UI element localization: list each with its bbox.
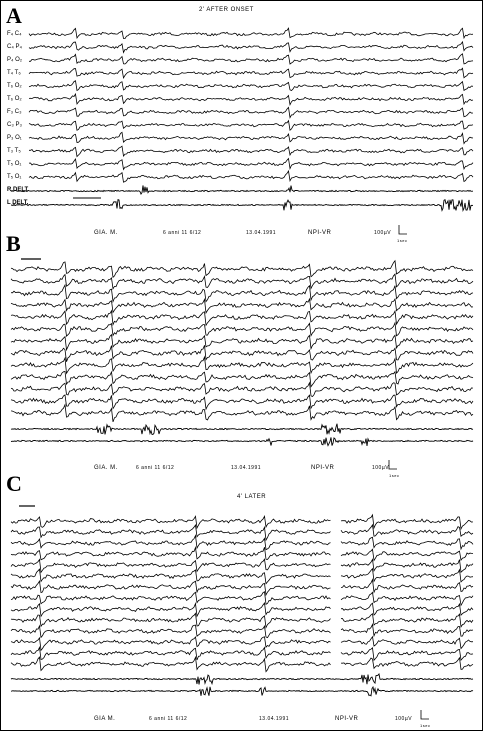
panel-c-eeg-trace — [11, 525, 331, 540]
panel-a-channel-label: C₃ P₃ — [7, 122, 22, 128]
panel-b-time-scale: 1sec — [389, 473, 400, 478]
panel-a-eeg-trace — [29, 171, 473, 182]
panel-a-emg-label: L DELT. — [7, 200, 29, 206]
panel-a-channel-label: C₄ P₄ — [7, 44, 22, 50]
panel-a-channel-label: P₃ O₁ — [7, 135, 22, 141]
panel-c-header: 4' LATER — [237, 494, 267, 500]
panel-b-eeg-trace — [11, 372, 473, 387]
panel-b-eeg-trace — [11, 311, 473, 326]
panel-c-amplitude-scale: 100µV — [395, 716, 413, 722]
panel-c-emg-trace — [11, 674, 473, 685]
panel-c-eeg-trace — [341, 549, 473, 560]
panel-a-eeg-trace — [29, 146, 473, 156]
panel-c-lab: NPI-VR — [335, 716, 359, 722]
panel-c-eeg-trace — [341, 637, 473, 649]
panel-a-channel-label: T₆ O₂ — [7, 83, 22, 89]
panel-a-letter: A — [6, 3, 22, 28]
panel-a-emg-label: R DELT. — [7, 187, 30, 193]
panel-a-patient: GIA. M. — [94, 230, 118, 236]
panel-a-emg-trace — [11, 186, 473, 195]
panel-c-eeg-trace — [341, 580, 473, 593]
panel-c-age: 6 anni 11 6/12 — [149, 716, 188, 722]
panel-a-eeg-trace — [29, 54, 473, 64]
panel-c-letter: C — [6, 471, 22, 496]
panel-c-eeg-trace — [341, 569, 473, 582]
panel-a-channel-label: T₆ O₂ — [7, 96, 22, 102]
panel-c-eeg-trace — [341, 525, 473, 536]
panel-c-eeg-trace — [11, 603, 331, 616]
panel-b-eeg-trace — [11, 285, 473, 302]
panel-c-patient: GIA M. — [94, 716, 116, 722]
panel-a-eeg-trace — [29, 42, 473, 53]
panel-a-channel-label: T₅ O₁ — [7, 174, 22, 180]
panel-a-eeg-trace — [29, 81, 473, 91]
panel-a-emg-trace — [11, 200, 473, 211]
panel-a-date: 13.04.1991 — [246, 230, 277, 236]
panel-b-eeg-trace — [11, 395, 473, 409]
panel-c-eeg-trace — [11, 637, 331, 651]
panel-b-eeg-trace — [11, 383, 473, 397]
panel-c-eeg-trace — [341, 537, 473, 549]
panel-a-eeg-trace — [29, 94, 473, 105]
panel-c-eeg-trace — [11, 569, 331, 584]
panel-c-eeg-trace — [11, 516, 331, 528]
panel-c-eeg-trace — [341, 592, 473, 605]
panel-b-eeg-trace — [11, 345, 473, 361]
panel-b-amplitude-scale: 100µV — [372, 465, 390, 471]
panel-a-eeg-trace — [29, 159, 473, 170]
panel-b-eeg-trace — [11, 357, 473, 373]
panel-b-lab: NPI-VR — [311, 465, 335, 471]
panel-c-eeg-trace — [11, 592, 331, 605]
panel-b-eeg-trace — [11, 323, 473, 336]
panel-b-patient: GIA. M. — [94, 465, 118, 471]
panel-c-eeg-trace — [341, 624, 473, 636]
panel-b-date: 13.04.1991 — [231, 465, 262, 471]
panel-c-eeg-trace — [11, 625, 331, 638]
panel-c-eeg-trace — [341, 559, 473, 572]
panel-c-eeg-trace — [11, 536, 331, 550]
panel-b-letter: B — [6, 231, 21, 256]
panel-a-eeg-trace — [29, 68, 473, 78]
panel-a-lab: NPI-VR — [308, 230, 332, 236]
panel-a-channel-label: F₄ C₄ — [7, 31, 22, 37]
panel-c-emg-trace — [11, 687, 473, 696]
panel-a-time-scale: 1sec — [397, 238, 408, 243]
panel-c-date: 13.04.1991 — [259, 716, 290, 722]
panel-a-channel-label: F₃ C₃ — [7, 109, 22, 115]
panel-b-eeg-trace — [11, 274, 473, 289]
panel-c-time-scale: 1sec — [420, 723, 431, 728]
panel-c-eeg-trace — [341, 658, 473, 670]
panel-b-emg-trace — [11, 424, 473, 435]
panel-c-eeg-trace — [341, 603, 473, 615]
panel-a-eeg-trace — [29, 28, 473, 38]
panel-c-eeg-trace — [341, 614, 473, 627]
eeg-traces — [1, 1, 483, 731]
panel-a-channel-label: T₅ O₁ — [7, 161, 22, 167]
panel-b-eeg-trace — [11, 299, 473, 313]
panel-a-amplitude-scale: 100µV — [374, 230, 392, 236]
panel-c-eeg-trace — [11, 559, 331, 572]
calibration-bar — [389, 460, 397, 469]
calibration-bar — [421, 710, 429, 719]
panel-a-eeg-trace — [29, 132, 473, 143]
panel-b-age: 6 anni 11 6/12 — [136, 465, 175, 471]
panel-c-eeg-trace — [11, 657, 331, 672]
panel-b-eeg-trace — [11, 405, 473, 422]
panel-a-channel-label: T₄ T₆ — [7, 70, 21, 76]
panel-c-eeg-trace — [11, 647, 331, 660]
panel-a-age: 6 anni 11 6/12 — [163, 230, 202, 236]
panel-a-eeg-trace — [29, 121, 473, 131]
panel-c-eeg-trace — [341, 515, 473, 529]
panel-a-eeg-trace — [29, 107, 473, 117]
panel-b-emg-trace — [11, 437, 473, 446]
panel-a-header: 2' AFTER ONSET — [199, 7, 254, 13]
panel-c-eeg-trace — [11, 613, 331, 627]
panel-b-eeg-trace — [11, 335, 473, 350]
panel-c-eeg-trace — [11, 547, 331, 560]
panel-b-eeg-trace — [11, 261, 473, 278]
panel-a-channel-label: P₄ O₂ — [7, 57, 23, 63]
panel-a-channel-label: T₃ T₅ — [7, 148, 21, 154]
panel-c-eeg-trace — [11, 581, 331, 595]
calibration-bar — [399, 225, 407, 234]
panel-c-eeg-trace — [341, 648, 473, 660]
